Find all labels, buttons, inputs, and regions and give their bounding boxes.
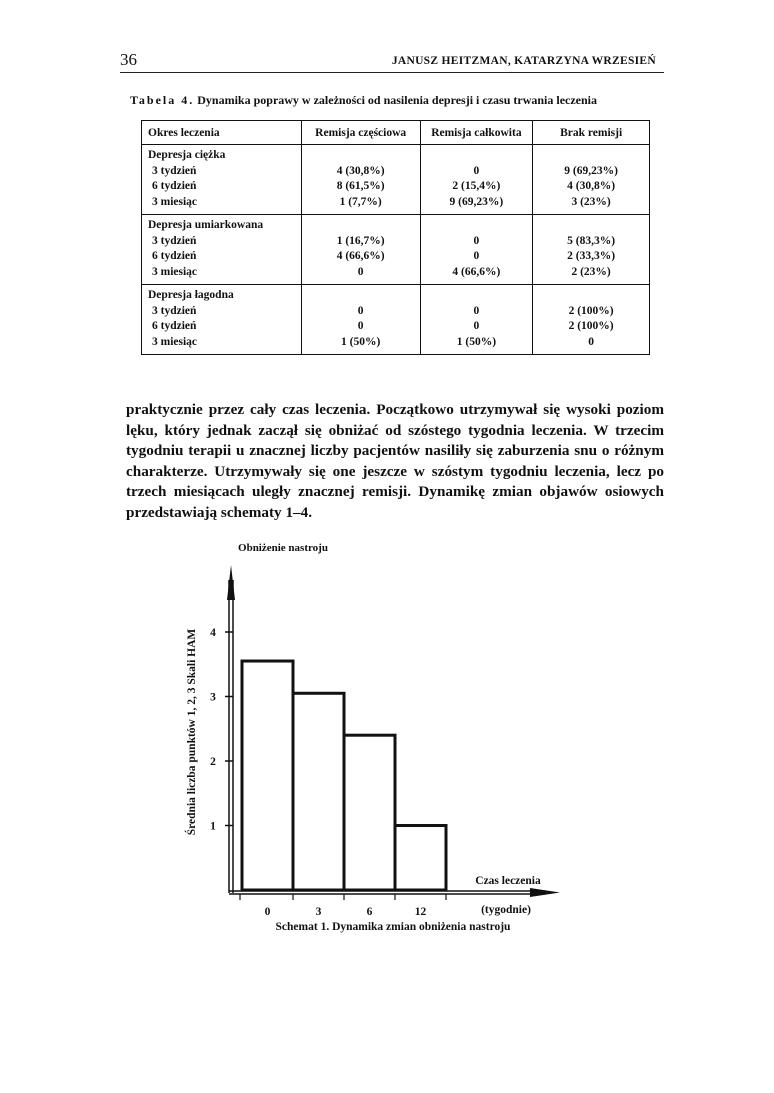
table-cell: 2 (23%) bbox=[571, 265, 611, 278]
x-axis-arrow bbox=[530, 888, 560, 897]
bar bbox=[395, 826, 446, 891]
period-label: 3 miesiąc bbox=[152, 335, 198, 348]
table-cell: 1 (7,7%) bbox=[339, 195, 382, 208]
table-cell: 0 bbox=[473, 234, 480, 247]
period-label: 3 miesiąc bbox=[152, 195, 198, 208]
table-cell: 0 bbox=[357, 320, 364, 332]
bar bbox=[344, 735, 395, 890]
group-name: Depresja łagodna bbox=[148, 289, 234, 301]
x-tick-label: 6 bbox=[366, 906, 373, 918]
table-cell: 2 (100%) bbox=[568, 320, 614, 332]
table-cell: 0 bbox=[473, 320, 480, 332]
column-header: Brak remisji bbox=[533, 121, 650, 145]
bar bbox=[293, 693, 344, 890]
y-tick-label: 3 bbox=[210, 691, 216, 704]
table-cell: 4 (30,8%) bbox=[567, 180, 616, 192]
table-cell: 3 (23%) bbox=[571, 195, 611, 208]
chart-caption: Schemat 1. Dynamika zmian obniżenia nastroju bbox=[275, 921, 511, 933]
group-name: Depresja ciężka bbox=[148, 149, 226, 161]
table-caption-label: Tabela 4. bbox=[130, 93, 195, 107]
period-label: 6 tydzień bbox=[152, 250, 197, 262]
y-tick-label: 4 bbox=[210, 627, 216, 639]
table-cell: 2 (15,4%) bbox=[452, 180, 501, 192]
table-cell: 1 (16,7%) bbox=[336, 234, 385, 247]
running-header-authors: JANUSZ HEITZMAN, KATARZYNA WRZESIEŃ bbox=[391, 55, 656, 67]
table-cell: 8 (61,5%) bbox=[336, 180, 385, 192]
group-name: Depresja umiarkowana bbox=[148, 219, 264, 231]
table-cell: 1 (50%) bbox=[456, 335, 497, 348]
x-tick-label: 0 bbox=[264, 906, 271, 918]
period-label: 3 tydzień bbox=[152, 304, 197, 317]
table-cell: 0 bbox=[473, 304, 480, 317]
bar bbox=[242, 661, 293, 890]
x-tick-label: 12 bbox=[414, 906, 427, 918]
body-paragraph: praktycznie przez cały czas leczenia. Początkowo utrzymywał się wysoki poziom lęku, który jednak zaczął się obniżać od szóstego tygodnia leczenia. W trzecim tygodniu terapii u znacznej liczby pacjentów nasiliły się zaburzenia snu o różnym charakterze. Utrzymywały się one jeszcze w szóstym tygodniu leczenia, lecz po trzech miesiącach uległy znacznej remisji. Dynamikę zmian objawów osiowych przedstawiają schematy 1–4. bbox=[126, 401, 664, 521]
table-cell: 1 (50%) bbox=[341, 335, 381, 348]
period-label: 3 miesiąc bbox=[152, 265, 198, 278]
table-cell: 0 bbox=[473, 164, 480, 177]
y-axis-arrow bbox=[227, 565, 235, 600]
x-axis-unit: (tygodnie) bbox=[481, 904, 531, 916]
y-axis-label: Średnia liczba punktów 1, 2, 3 Skali HAM bbox=[186, 628, 198, 836]
table-cell: 0 bbox=[473, 250, 480, 262]
x-tick-label: 3 bbox=[315, 906, 322, 918]
table-cell: 0 bbox=[357, 265, 364, 278]
table-cell: 0 bbox=[588, 335, 594, 348]
table-caption-text: Dynamika poprawy w zależności od nasilenia depresji i czasu trwania leczenia bbox=[197, 93, 598, 107]
table-cell: 9 (69,23%) bbox=[564, 164, 618, 177]
chart-title: Obniżenie nastroju bbox=[238, 542, 328, 554]
table-cell: 2 (33,3%) bbox=[567, 250, 616, 262]
column-header: Okres leczenia bbox=[142, 121, 302, 145]
period-label: 3 tydzień bbox=[152, 164, 197, 177]
table-cell: 9 (69,23%) bbox=[449, 195, 504, 208]
page-number: 36 bbox=[120, 50, 137, 69]
table-cell: 5 (83,3%) bbox=[567, 234, 616, 247]
table-cell: 4 (66,6%) bbox=[452, 265, 501, 278]
table-cell: 4 (30,8%) bbox=[336, 164, 385, 177]
table-cell: 4 (66,6%) bbox=[336, 250, 385, 262]
y-tick-label: 2 bbox=[210, 756, 216, 768]
table-cell: 0 bbox=[357, 304, 364, 317]
y-tick-label: 1 bbox=[210, 820, 216, 833]
column-header: Remisja częściowa bbox=[301, 121, 420, 145]
table-cell: 2 (100%) bbox=[568, 304, 614, 317]
period-label: 6 tydzień bbox=[152, 320, 197, 332]
column-header: Remisja całkowita bbox=[420, 121, 533, 145]
x-axis-label: Czas leczenia bbox=[475, 875, 541, 887]
period-label: 6 tydzień bbox=[152, 180, 197, 192]
period-label: 3 tydzień bbox=[152, 234, 197, 247]
